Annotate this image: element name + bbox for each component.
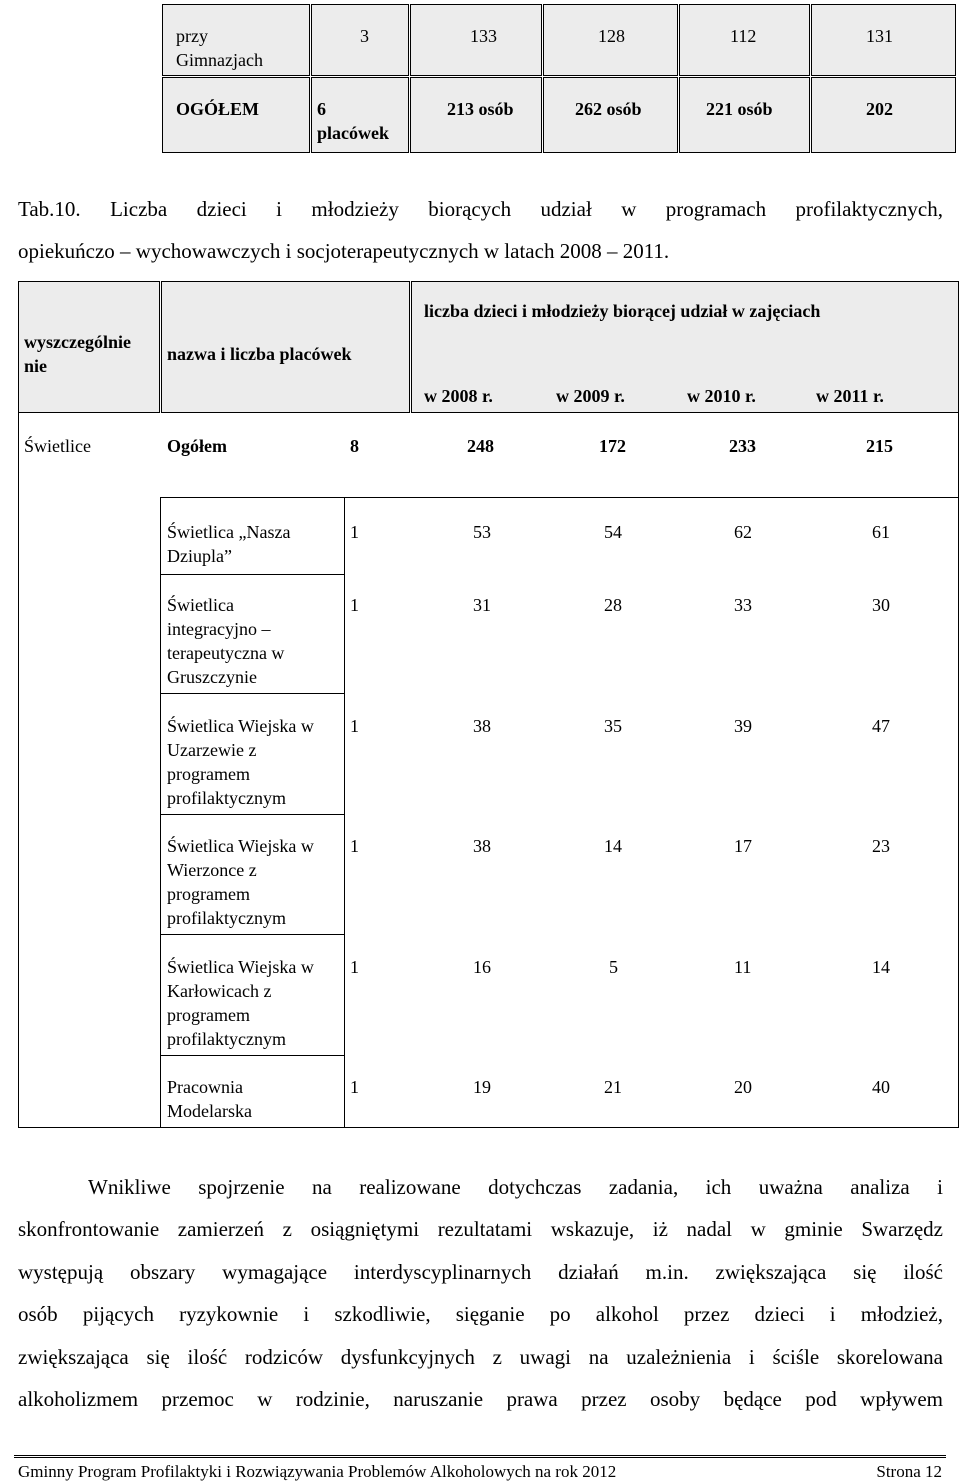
header-col2: nazwa i liczba placówek	[167, 344, 352, 364]
grid-line	[160, 934, 345, 935]
paragraph-line: zwiększająca się ilość rodziców dysfunkcyjnych z uwagi na uzależnienia i ściśle skorelowana	[18, 1345, 943, 1369]
facility-count: 1	[350, 716, 359, 736]
total-value: 233	[729, 436, 756, 456]
cell-value: 131	[866, 26, 893, 46]
facility-count: 1	[350, 957, 359, 977]
row-label: przy Gimnazjach	[176, 26, 263, 70]
cell-value: 5	[609, 957, 618, 977]
grid-line	[160, 693, 345, 694]
cell-value: 33	[734, 595, 752, 615]
cell-value: 40	[872, 1077, 890, 1097]
header-year: w 2011 r.	[816, 386, 884, 406]
category-label: Świetlice	[24, 436, 91, 456]
total-label: Ogółem	[167, 436, 227, 456]
cell-value: 38	[473, 716, 491, 736]
cell-value: 61	[872, 522, 890, 542]
grid-line	[18, 413, 19, 1128]
cell-value: 221 osób	[706, 99, 773, 119]
grid-line	[160, 497, 161, 1128]
footer-divider	[14, 1455, 946, 1458]
cell-value: 30	[872, 595, 890, 615]
paragraph-line: występują obszary wymagające interdyscyplinarnych działań m.in. zwiększająca się ilość	[18, 1260, 943, 1284]
grid-line	[160, 814, 345, 815]
facility-count: 1	[350, 836, 359, 856]
header-year: w 2010 r.	[687, 386, 756, 406]
cell-value: 128	[598, 26, 625, 46]
header-year: w 2008 r.	[424, 386, 493, 406]
grid-line	[160, 574, 345, 575]
cell-value: 3	[360, 26, 369, 46]
paragraph-line: skonfrontowanie zamierzeń z osiągniętymi rezultatami wskazuje, iż nadal w gminie Swarzędz	[18, 1217, 943, 1241]
cell-value: 35	[604, 716, 622, 736]
cell-value: 17	[734, 836, 752, 856]
cell-value: 47	[872, 716, 890, 736]
cell-value: 202	[866, 99, 893, 119]
facility-name: Świetlica Wiejska w Wierzonce z programem profilaktycznym	[167, 836, 314, 928]
grid-line	[160, 497, 959, 498]
cell-value: 62	[734, 522, 752, 542]
cell-value: 54	[604, 522, 622, 542]
cell-value: 112	[730, 26, 757, 46]
total-count: 8	[350, 436, 359, 456]
cell-value: 11	[734, 957, 752, 977]
facility-name: Świetlica Wiejska w Karłowicach z programem profilaktycznym	[167, 957, 314, 1049]
cell-value: 21	[604, 1077, 622, 1097]
paragraph-line: osób pijących ryzykownie i szkodliwie, sięganie po alkohol przez dzieci i młodzież,	[18, 1302, 943, 1326]
total-value: 215	[866, 436, 893, 456]
paragraph-line: alkoholizmem przemoc w rodzinie, naruszanie prawa przez osoby będące pod wpływem	[18, 1387, 943, 1411]
header-group: liczba dzieci i młodzieży biorącej udział w zajęciach	[424, 301, 821, 321]
facility-name: Świetlica Wiejska w Uzarzewie z programem profilaktycznym	[167, 716, 314, 808]
paragraph-line: Wnikliwe spojrzenie na realizowane dotychczas zadania, ich uważna analiza i	[88, 1175, 943, 1199]
total-value: 248	[467, 436, 494, 456]
cell-value: 23	[872, 836, 890, 856]
facility-count: 1	[350, 595, 359, 615]
grid-line	[160, 1055, 345, 1056]
cell-value: 133	[470, 26, 497, 46]
cell-value: 28	[604, 595, 622, 615]
table-caption-line: opiekuńczo – wychowawczych i socjoterapeutycznych w latach 2008 – 2011.	[18, 239, 670, 263]
cell-value: 39	[734, 716, 752, 736]
grid-line	[958, 413, 959, 1128]
footer-title: Gminny Program Profilaktyki i Rozwiązywania Problemów Alkoholowych na rok 2012	[18, 1462, 617, 1481]
cell-value: 262 osób	[575, 99, 642, 119]
table-caption-line: Tab.10. Liczba dzieci i młodzieży biorących udział w programach profilaktycznych,	[18, 197, 943, 221]
cell-value: 213 osób	[447, 99, 514, 119]
facility-name: Świetlica integracyjno – terapeutyczna w Gruszczynie	[167, 595, 285, 687]
facility-count: 1	[350, 1077, 359, 1097]
facility-name: Pracownia Modelarska	[167, 1077, 252, 1121]
cell-value: 20	[734, 1077, 752, 1097]
cell-value: 14	[604, 836, 622, 856]
cell-value: 19	[473, 1077, 491, 1097]
facility-name: Świetlica „Nasza Dziupla”	[167, 522, 291, 566]
cell-value: 38	[473, 836, 491, 856]
cell-value: 6 placówek	[317, 99, 389, 143]
row-label: OGÓŁEM	[176, 99, 260, 119]
header-year: w 2009 r.	[556, 386, 625, 406]
cell-value: 53	[473, 522, 491, 542]
header-col1: wyszczególnie nie	[24, 332, 131, 376]
cell-value: 14	[872, 957, 890, 977]
total-value: 172	[599, 436, 626, 456]
cell-value: 31	[473, 595, 491, 615]
cell-value: 16	[473, 957, 491, 977]
facility-count: 1	[350, 522, 359, 542]
page-number: Strona 12	[876, 1462, 942, 1481]
grid-line	[344, 497, 345, 1128]
